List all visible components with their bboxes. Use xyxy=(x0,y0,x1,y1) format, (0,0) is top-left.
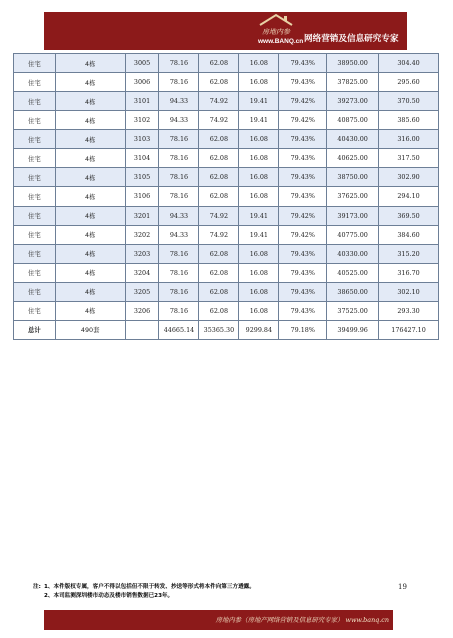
table-cell: 40330.00 xyxy=(327,244,379,263)
table-cell: 78.16 xyxy=(159,282,199,301)
table-cell: 78.16 xyxy=(159,187,199,206)
total-cell xyxy=(125,320,159,339)
table-cell: 79.43% xyxy=(279,168,327,187)
table-cell: 4栋 xyxy=(55,73,125,92)
table-cell: 住宅 xyxy=(14,206,56,225)
table-cell: 294.10 xyxy=(379,187,439,206)
table-row xyxy=(14,111,439,130)
table-cell: 369.50 xyxy=(379,206,439,225)
table-cell: 78.16 xyxy=(159,301,199,320)
table-cell: 38950.00 xyxy=(327,54,379,73)
notes-section xyxy=(33,583,389,601)
table-cell: 385.60 xyxy=(379,111,439,130)
table-cell: 293.30 xyxy=(379,301,439,320)
table-cell: 295.60 xyxy=(379,73,439,92)
table-cell: 78.16 xyxy=(159,168,199,187)
total-cell: 总计 xyxy=(14,320,56,339)
table-cell: 住宅 xyxy=(14,263,56,282)
table-cell: 住宅 xyxy=(14,73,56,92)
table-row xyxy=(14,301,439,320)
notes-label: 注: xyxy=(33,584,41,590)
table-cell: 16.08 xyxy=(239,73,279,92)
table-cell: 3104 xyxy=(125,149,159,168)
table-cell: 4栋 xyxy=(55,111,125,130)
table-cell: 79.43% xyxy=(279,244,327,263)
table-total-row xyxy=(14,320,439,339)
table-cell: 79.42% xyxy=(279,225,327,244)
table-cell: 4栋 xyxy=(55,301,125,320)
table-cell: 4栋 xyxy=(55,263,125,282)
table-cell: 住宅 xyxy=(14,130,56,149)
table-row xyxy=(14,187,439,206)
table-cell: 370.50 xyxy=(379,92,439,111)
table-cell: 38750.00 xyxy=(327,168,379,187)
table-cell: 94.33 xyxy=(159,92,199,111)
table-cell: 79.43% xyxy=(279,130,327,149)
total-cell: 490套 xyxy=(55,320,125,339)
table-cell: 3101 xyxy=(125,92,159,111)
table-cell: 4栋 xyxy=(55,206,125,225)
table-cell: 78.16 xyxy=(159,73,199,92)
table-cell: 78.16 xyxy=(159,263,199,282)
table-cell: 3006 xyxy=(125,73,159,92)
table-cell: 62.08 xyxy=(199,149,239,168)
table-cell: 4栋 xyxy=(55,54,125,73)
table-row xyxy=(14,263,439,282)
table-row xyxy=(14,168,439,187)
table-cell: 3205 xyxy=(125,282,159,301)
table-cell: 40775.00 xyxy=(327,225,379,244)
table-cell: 4栋 xyxy=(55,92,125,111)
table-cell: 40875.00 xyxy=(327,111,379,130)
table-cell: 3105 xyxy=(125,168,159,187)
table-cell: 16.08 xyxy=(239,301,279,320)
table-cell: 79.43% xyxy=(279,282,327,301)
table-cell: 37625.00 xyxy=(327,187,379,206)
table-cell: 住宅 xyxy=(14,225,56,244)
table-cell: 78.16 xyxy=(159,130,199,149)
table-cell: 16.08 xyxy=(239,263,279,282)
table-cell: 62.08 xyxy=(199,187,239,206)
table-cell: 62.08 xyxy=(199,54,239,73)
table-cell: 住宅 xyxy=(14,149,56,168)
table-cell: 62.08 xyxy=(199,263,239,282)
table-cell: 3203 xyxy=(125,244,159,263)
table-cell: 住宅 xyxy=(14,244,56,263)
total-cell: 9299.84 xyxy=(239,320,279,339)
table-cell: 79.42% xyxy=(279,111,327,130)
table-cell: 78.16 xyxy=(159,54,199,73)
table-row xyxy=(14,149,439,168)
table-cell: 316.00 xyxy=(379,130,439,149)
table-cell: 16.08 xyxy=(239,168,279,187)
table-cell: 94.33 xyxy=(159,111,199,130)
total-cell: 39499.96 xyxy=(327,320,379,339)
note-line-1: 1、本件版权专属，客户不得以包括但不限于转发、抄送等形式将本件向第三方透露。 xyxy=(44,584,255,590)
table-row xyxy=(14,92,439,111)
table-cell: 4栋 xyxy=(55,225,125,244)
table-cell: 316.70 xyxy=(379,263,439,282)
table-cell: 74.92 xyxy=(199,225,239,244)
table-cell: 16.08 xyxy=(239,149,279,168)
table-cell: 302.90 xyxy=(379,168,439,187)
table-cell: 16.08 xyxy=(239,54,279,73)
table-cell: 79.43% xyxy=(279,73,327,92)
table-row xyxy=(14,225,439,244)
table-cell: 78.16 xyxy=(159,244,199,263)
table-cell: 74.92 xyxy=(199,206,239,225)
table-cell: 4栋 xyxy=(55,130,125,149)
table-cell: 40430.00 xyxy=(327,130,379,149)
table-cell: 315.20 xyxy=(379,244,439,263)
table-cell: 16.08 xyxy=(239,187,279,206)
table-row xyxy=(14,244,439,263)
table-cell: 3005 xyxy=(125,54,159,73)
table-cell: 4栋 xyxy=(55,244,125,263)
table-cell: 304.40 xyxy=(379,54,439,73)
table-cell: 94.33 xyxy=(159,206,199,225)
table-cell: 79.43% xyxy=(279,149,327,168)
table-cell: 79.43% xyxy=(279,263,327,282)
table-cell: 住宅 xyxy=(14,187,56,206)
table-row xyxy=(14,130,439,149)
table-cell: 40525.00 xyxy=(327,263,379,282)
table-cell: 74.92 xyxy=(199,92,239,111)
table-cell: 19.41 xyxy=(239,206,279,225)
table-cell: 住宅 xyxy=(14,282,56,301)
table-cell: 79.42% xyxy=(279,206,327,225)
table-cell: 3202 xyxy=(125,225,159,244)
table-cell: 74.92 xyxy=(199,111,239,130)
table-cell: 4栋 xyxy=(55,149,125,168)
table-cell: 79.42% xyxy=(279,92,327,111)
table-cell: 19.41 xyxy=(239,225,279,244)
table-cell: 62.08 xyxy=(199,301,239,320)
table-cell: 62.08 xyxy=(199,244,239,263)
table-cell: 62.08 xyxy=(199,168,239,187)
table-cell: 79.43% xyxy=(279,54,327,73)
table-cell: 62.08 xyxy=(199,282,239,301)
total-cell: 176427.10 xyxy=(379,320,439,339)
table-cell: 16.08 xyxy=(239,130,279,149)
total-cell: 79.18% xyxy=(279,320,327,339)
table-cell: 19.41 xyxy=(239,111,279,130)
table-cell: 78.16 xyxy=(159,149,199,168)
table-cell: 3201 xyxy=(125,206,159,225)
table-cell: 16.08 xyxy=(239,282,279,301)
table-row xyxy=(14,282,439,301)
footer-banner xyxy=(44,610,393,630)
table-cell: 4栋 xyxy=(55,187,125,206)
table-cell: 19.41 xyxy=(239,92,279,111)
table-cell: 住宅 xyxy=(14,92,56,111)
table-cell: 39173.00 xyxy=(327,206,379,225)
page-number: 19 xyxy=(398,583,407,591)
table-cell: 94.33 xyxy=(159,225,199,244)
table-cell: 3206 xyxy=(125,301,159,320)
table-cell: 3204 xyxy=(125,263,159,282)
table-cell: 37525.00 xyxy=(327,301,379,320)
table-cell: 37825.00 xyxy=(327,73,379,92)
total-cell: 35365.30 xyxy=(199,320,239,339)
note-line-2: 2、本司监测深圳楼市动态及楼市销售数据已23年。 xyxy=(44,593,174,599)
table-cell: 38650.00 xyxy=(327,282,379,301)
header-banner xyxy=(44,12,407,50)
table-cell: 3103 xyxy=(125,130,159,149)
table-row xyxy=(14,54,439,73)
total-cell: 44665.14 xyxy=(159,320,199,339)
table-row xyxy=(14,206,439,225)
table-cell: 4栋 xyxy=(55,282,125,301)
table-row xyxy=(14,73,439,92)
table-cell: 住宅 xyxy=(14,168,56,187)
table-cell: 302.10 xyxy=(379,282,439,301)
brand-logo-text: 房地内参 xyxy=(262,28,290,36)
table-cell: 住宅 xyxy=(14,301,56,320)
brand-title: 网络营销及信息研究专家 xyxy=(304,34,399,44)
table-cell: 62.08 xyxy=(199,73,239,92)
table-cell: 79.43% xyxy=(279,301,327,320)
table-cell: 3106 xyxy=(125,187,159,206)
table-cell: 4栋 xyxy=(55,168,125,187)
table-cell: 384.60 xyxy=(379,225,439,244)
table-cell: 住宅 xyxy=(14,54,56,73)
unit-sales-table xyxy=(13,53,439,340)
table-cell: 62.08 xyxy=(199,130,239,149)
table-cell: 16.08 xyxy=(239,244,279,263)
footer-text: 房地内参（房地产网络营销及信息研究专家） www.banq.cn xyxy=(215,616,389,624)
brand-url: www.BANQ.cn xyxy=(258,38,304,45)
table-cell: 39273.00 xyxy=(327,92,379,111)
table-cell: 317.50 xyxy=(379,149,439,168)
table-cell: 40625.00 xyxy=(327,149,379,168)
table-cell: 3102 xyxy=(125,111,159,130)
table-cell: 住宅 xyxy=(14,111,56,130)
table-cell: 79.43% xyxy=(279,187,327,206)
